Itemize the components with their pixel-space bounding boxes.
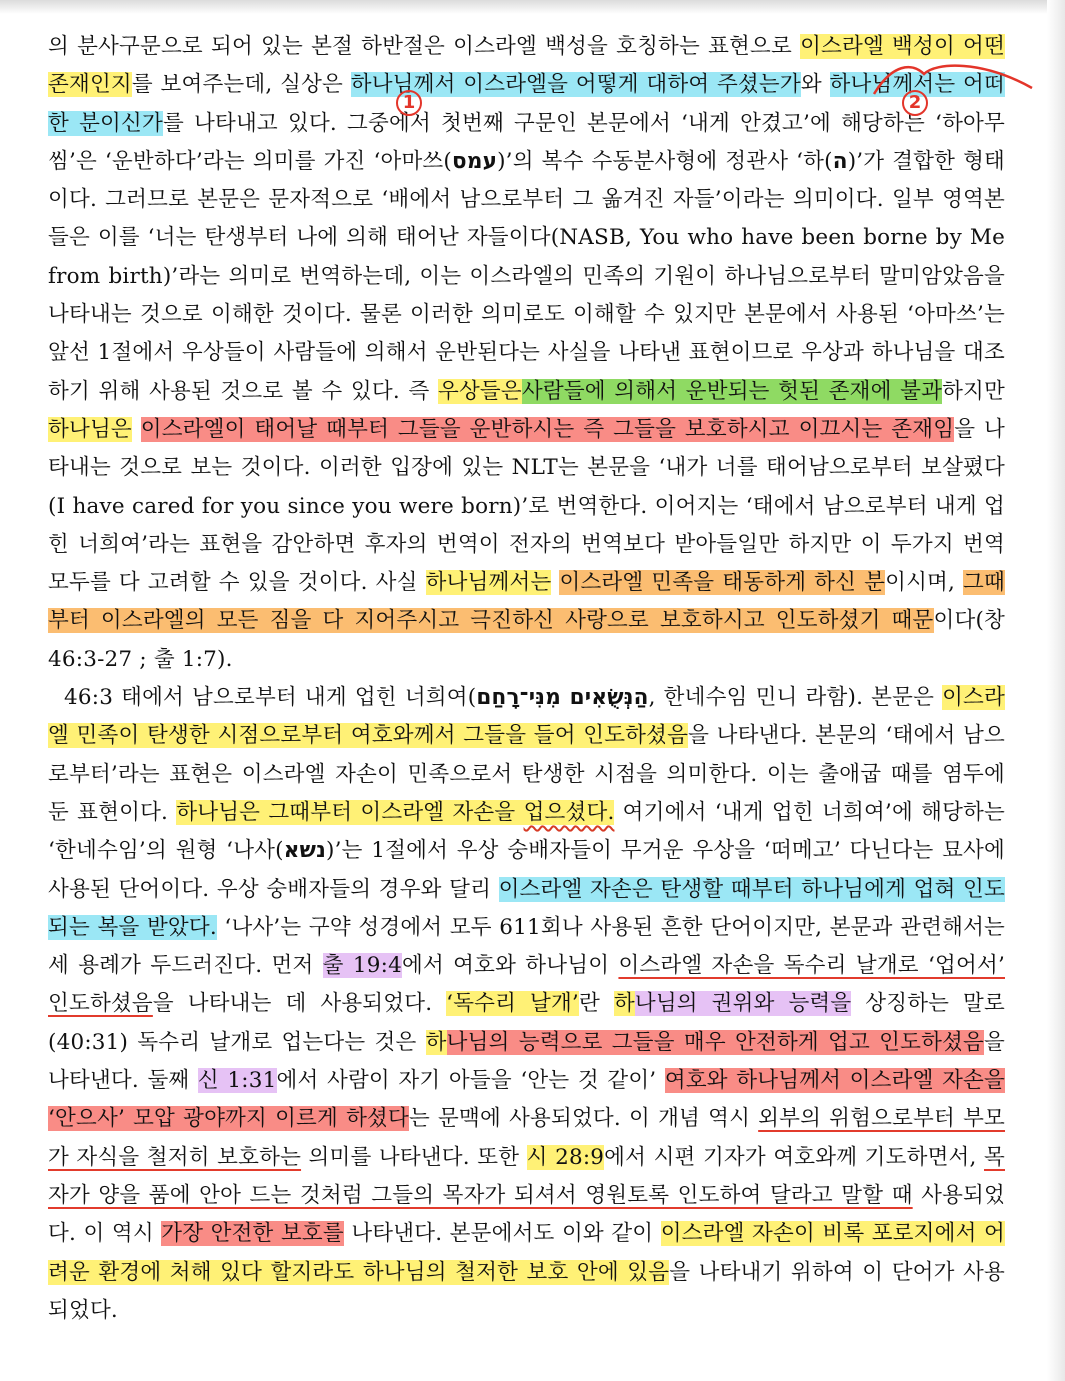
highlight-yellow: 우상들은 (437, 378, 522, 404)
annotation-circle-1: 1 (396, 90, 422, 116)
highlight-yellow: 하나님께서는 (425, 570, 552, 596)
text-run: 이시며, (885, 570, 964, 596)
text-run (132, 417, 141, 442)
highlight-blue: 하나님께서는 어떠한 분이신가 (48, 72, 1005, 136)
highlight-yellow: 이스라엘 자손이 비록 포로지에서 어려운 환경에 처해 있다 할지라도 하나님의 철저한 보호 안에 있음 (48, 1221, 1005, 1285)
red-underline: 외부의 위험으로부터 부모가 자식을 철저히 보호하는 (48, 1106, 1006, 1170)
text-run: 을 나타내는 것으로 보는 것이다. 이러한 입장에 있는 NLT는 본문을 ‘내가 너를 태어남으로부터 보살폈다(I have cared for you since you were born)’로 번역한다. 이어지는 ‘태에서 남으로부터 내게 업힌 너희여’라는 표현을 감안하면 후자의 번역이 전자의 번역보다 받아들일만 하지만 이 두가지 번역 모두를 다 고려할 수 있을 것이다. 사실 (48, 416, 1005, 596)
highlight-purple-reference: 신 1:31 (197, 1068, 277, 1094)
highlight-yellow: 하 (425, 1029, 447, 1055)
hebrew-letter: ה (832, 148, 848, 174)
highlight-yellow-wavy-underline: 업으셨다. (523, 799, 615, 825)
text-run: )’의 복수 수동분사형에 정관사 ‘하( (497, 148, 833, 174)
hebrew-word: נשא (283, 838, 327, 864)
scan-right-shadow (1047, 0, 1065, 1381)
text-run: 와 (800, 72, 830, 98)
highlight-red: 가장 안전한 보호를 (161, 1221, 344, 1247)
commentary-paragraph-2 (48, 679, 1005, 1330)
text-run: 을 나타내는 데 사용되었다. (152, 991, 447, 1017)
text-run: 에서 여호와 하나님이 (401, 953, 619, 979)
highlight-orange: 이스라엘 민족을 태동하게 하신 분 (559, 570, 886, 596)
text-run: 여기에서 ‘내게 업힌 너희여’에 해당하는 ‘한네수임’의 원형 ‘나사( (48, 799, 1005, 864)
verse-heading: 46:3 태에서 남으로부터 내게 업힌 너희여( (64, 685, 477, 711)
text-run: 상징하는 말로(40:31) 독수리 날개로 업는다는 것은 (48, 991, 1005, 1055)
annotation-brace-arc (872, 58, 1042, 98)
highlight-yellow: 이스라엘 백성이 어떤 존재인지 (48, 34, 1005, 98)
highlight-red: 나님의 능력으로 그들을 매우 안전하게 업고 인도하셨음 (446, 1029, 985, 1055)
text-run: 에서 시편 기자가 여호와께 기도하면서, (604, 1144, 985, 1170)
text-run: 을 나타내기 위하여 이 단어가 사용되었다. (48, 1259, 1005, 1323)
text-run: ‘나사’는 구약 성경에서 모두 611회나 사용된 흔한 단어이지만, 본문과 관련해서는 세 용례가 두드러진다. 먼저 (48, 914, 1006, 979)
text-run: 란 (578, 991, 614, 1017)
text-run: 의 분사구문으로 되어 있는 본절 하반절은 이스라엘 백성을 호칭하는 표현으로 (48, 34, 801, 59)
highlight-yellow: 하 (613, 991, 635, 1017)
text-run: 는 문맥에 사용되었다. 이 개념 역시 (408, 1106, 759, 1132)
text-run: 사용되었다. 이 역시 (48, 1182, 1005, 1247)
highlight-yellow-reference: 시 28:9 (526, 1144, 605, 1170)
annotation-circle-2: 2 (902, 90, 928, 116)
highlight-yellow: ‘독수리 날개’ (446, 991, 579, 1017)
text-run: )’는 1절에서 우상 숭배자들이 무거운 우상을 ‘떠메고’ 다닌다는 묘사에 사용된 단어이다. 우상 숭배자들의 경우와 달리 (48, 838, 1005, 902)
highlight-green: 사람들에 의해서 운반되는 헛된 존재에 불과 (521, 378, 943, 404)
highlight-yellow: 하나님은 그때부터 이스라엘 자손을 (176, 799, 524, 825)
scan-top-shadow (0, 0, 1065, 14)
highlight-yellow: 이스라엘 민족이 탄생한 시점으로부터 여호와께서 그들을 들어 인도하셨음 (48, 685, 1005, 749)
text-run: 이다(창 46:3-27 ; 출 1:7). (48, 608, 1005, 672)
text-run: 에서 사람이 자기 아들을 ‘안는 것 같이’ (276, 1068, 665, 1094)
highlight-yellow: 하나님은 (48, 416, 132, 442)
text-run: , 한네수임 민니 라함). 본문은 (648, 685, 943, 711)
text-run: 하지만 (942, 378, 1005, 404)
text-run: 을 나타낸다. 둘째 (48, 1029, 1006, 1094)
highlight-red: 여호와 하나님께서 이스라엘 자손을 ‘안으사’ 모압 광야까지 이르게 하셨다 (48, 1068, 1005, 1132)
highlight-blue: 이스라엘 자손은 탄생할 때부터 하나님에게 업혀 인도되는 복을 받았다. (48, 876, 1005, 940)
text-run: 를 나타내고 있다. 그중에서 첫번째 구문인 본문에서 ‘내게 안겼고’에 해당하는 ‘하아무씸’은 ‘운반하다’라는 의미를 가진 ‘아마쓰( (48, 110, 1005, 174)
highlight-orange: 그때부터 이스라엘의 모든 짐을 다 지어주시고 극진하신 사랑으로 보호하시고 인도하셨기 때문 (48, 570, 1005, 634)
commentary-paragraph-1 (48, 28, 1005, 679)
text-run: 나타낸다. 본문에서도 이와 같이 (343, 1221, 661, 1247)
hebrew-word: עמס (452, 148, 498, 174)
text-run: )’가 결합한 형태이다. 그러므로 본문은 문자적으로 ‘배에서 남으로부터 그 옮겨진 자들’이라는 의미이다. 일부 영역본들은 이를 ‘너는 탄생부터 나에 의해 태어난 자들이다(NASB, You who have been borne by Me from birth)’라는 의미로 번역하는데, 이는 이스라엘의 민족의 기원이 하나님으로부터 말미암았음을 나타내는 것으로 이해한 것이다. 물론 이러한 의미로도 이해할 수 있지만 본문에서 사용된 ‘아마쓰’는 앞선 1절에서 우상들이 사람들에 의해서 운반된다는 사실을 나타낸 표현이므로 우상과 하나님을 대조하기 위해 사용된 것으로 볼 수 있다. 즉 (48, 148, 1006, 404)
hebrew-phrase: הַנְּשֻׂאִים מִנִּי־רָחַם (476, 685, 649, 711)
text-run: 를 보여주는데, 실상은 (131, 72, 351, 98)
text-run: 의미를 나타낸다. 또한 (301, 1144, 527, 1170)
text-run: 을 나타낸다. 본문의 ‘태에서 남으로부터’라는 표현은 이스라엘 자손이 민족으로서 탄생한 시점을 의미한다. 이는 출애굽 때를 염두에 둔 표현이다. (48, 723, 1005, 825)
highlight-red: 이스라엘이 태어날 때부터 그들을 운반하시는 즉 그들을 보호하시고 이끄시는 존재임 (140, 416, 955, 442)
red-underline: 이스라엘 자손을 독수리 날개로 ‘업어서’ 인도하셨음 (48, 953, 1005, 1017)
highlight-purple: 나님의 권위와 능력을 (634, 991, 852, 1017)
highlight-blue: 하나님께서 이스라엘을 어떻게 대하여 주셨는가 (350, 72, 801, 98)
highlight-purple-reference: 출 19:4 (322, 953, 402, 979)
document-page (48, 28, 1005, 1330)
red-underline: 목자가 양을 품에 안아 드는 것처럼 그들의 목자가 되셔서 영원토록 인도하여 달라고 말할 때 (48, 1144, 1005, 1208)
